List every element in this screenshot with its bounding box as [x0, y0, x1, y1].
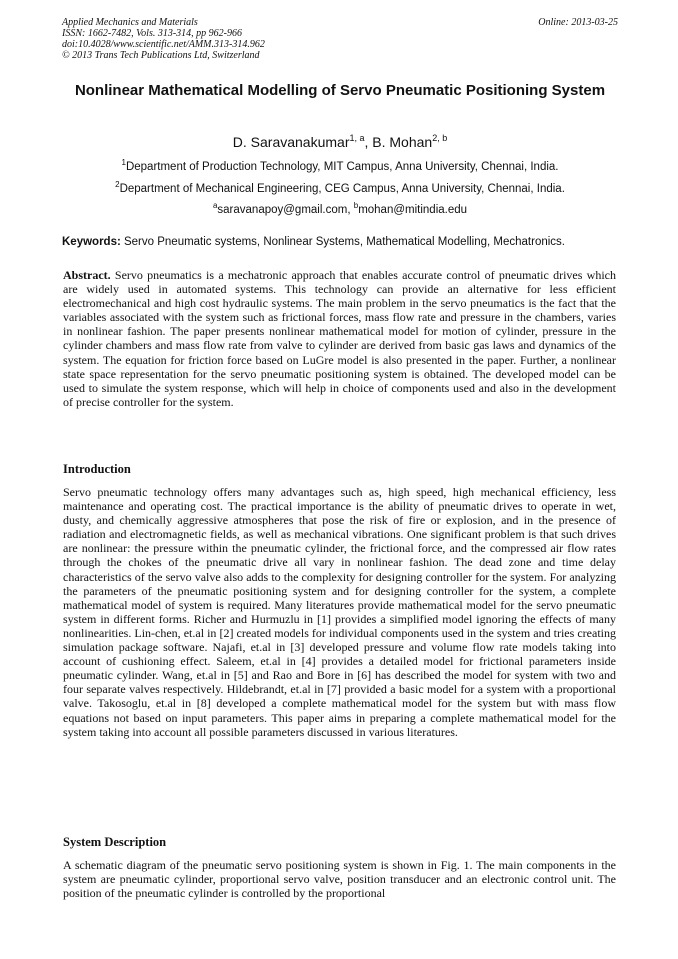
affiliation-text: Department of Production Technology, MIT Campus, Anna University, Chennai, India.: [125, 161, 559, 173]
copyright-line: © 2013 Trans Tech Publications Ltd, Switzerland: [62, 50, 260, 61]
keywords-label: Keywords:: [62, 236, 121, 248]
email-marker: b: [353, 201, 359, 210]
author-name: D. Saravanakumar: [232, 134, 350, 150]
author-name: B. Mohan: [372, 134, 433, 150]
journal-name: Applied Mechanics and Materials: [62, 17, 198, 28]
section-heading-system-description: System Description: [63, 835, 167, 849]
author-affiliation-marker: 2, b: [432, 133, 448, 143]
author-separator: ,: [364, 134, 373, 150]
email-address: mohan@mitindia.edu: [358, 204, 468, 216]
online-date: Online: 2013-03-25: [538, 17, 618, 28]
email-line: [62, 199, 618, 217]
paper-title: Nonlinear Mathematical Modelling of Servo Pneumatic Positioning System: [74, 82, 606, 99]
abstract-paragraph: [63, 268, 616, 409]
journal-header: [62, 17, 618, 61]
affiliation-marker: 1: [121, 158, 126, 167]
email-marker: a: [212, 201, 218, 210]
affiliation-text: Department of Mechanical Engineering, CEG Campus, Anna University, Chennai, India.: [119, 183, 565, 195]
abstract-text: Servo pneumatics is a mechatronic approach that enables accurate control of pneumatic drives which are widely used in automated systems. This technology can provide an alternative for less efficient electromechanical and high cost hydraulic systems. The main problem in the servo pneumatics is the fact that the variables associated with the system such as frictional forces, mass flow rate and pressure in the chambers, varies in nonlinear fashion. The paper presents nonlinear mathematical model for motion of cylinder, pressure in the cylinder chambers and mass flow rate from valve to cylinder are derived from basic gas laws and dynamics of the system. The equation for friction force based on LuGre model is also presented in the paper. Further, a nonlinear state space representation for the servo pneumatic positioning system is obtained. The developed model can be used to simulate the system response, which will help in choice of components used and also in the development of precise controller for the system.: [63, 268, 616, 409]
email-address: saravanapoy@gmail.com,: [217, 204, 354, 216]
author-affiliation-marker: 1, a: [349, 133, 365, 143]
introduction-paragraph: Servo pneumatic technology offers many advantages such as, high speed, high mechanical efficiency, less maintenance and operating cost. The practical importance is the ability of pneumatic drives to operate in wet, dusty, and chemically aggressive atmospheres that pose the risk of fire or explosion, and in the presence of radiation and electromagnetic fields, as well as mechanical vibrations. One significant problem is that such drives are nonlinear: the pressure within the pneumatic cylinder, the frictional force, and the compressed air flow rates through the chokes of the pneumatic drive all vary in nonlinear fashion. The dead zone and time delay characteristics of the servo valve also adds to the complexity for designing controller for the system. For analyzing the parameters of the pneumatic positioning system and for designing controller for the system, a complete mathematical model of system is required. Many literatures provide mathematical model for the servo pneumatic system in different forms. Richer and Hurmuzlu in [1] provides a simplified model ignoring the effects of many nonlinearities. Lin-chen, et.al in [2] created models for individual components used in the system and tries creating simulation package software. Najafi, et.al in [3] developed pressure and volume flow rate models taking into account of cushioning effect. Saleem, et.al in [4] provides a detailed model for frictional parameters inside pneumatic cylinder. Wang, et.al in [5] and Rao and Bore in [6] has described the model for system with two and four separate valves respectively. Hildebrandt, et.al in [7] provided a basic model for a system with a proportional valve. Takosoglu, et.al in [8] developed a complete mathematical model for the system but with mass flow equations not based on input parameters. This paper aims in preparing a complete mathematical model for the system taking into account all possible parameters discussed in various literatures.: [63, 485, 616, 739]
doi-line: doi:10.4028/www.scientific.net/AMM.313-314.962: [62, 39, 265, 50]
affiliation-marker: 2: [115, 180, 120, 189]
section-heading-introduction: Introduction: [63, 462, 131, 476]
keywords-line: [62, 235, 622, 249]
abstract-label: Abstract.: [63, 268, 111, 282]
author-line: [62, 130, 618, 150]
keywords-text: Servo Pneumatic systems, Nonlinear Systems, Mathematical Modelling, Mechatronics.: [120, 236, 565, 248]
affiliation-2: [62, 178, 618, 196]
system-description-paragraph: A schematic diagram of the pneumatic servo positioning system is shown in Fig. 1. The main components in the system are pneumatic cylinder, proportional servo valve, position transducer and an electronic control unit. The position of the pneumatic cylinder is controlled by the proportional: [63, 858, 616, 901]
issn-line: ISSN: 1662-7482, Vols. 313-314, pp 962-966: [62, 28, 242, 39]
affiliation-1: [62, 156, 618, 174]
